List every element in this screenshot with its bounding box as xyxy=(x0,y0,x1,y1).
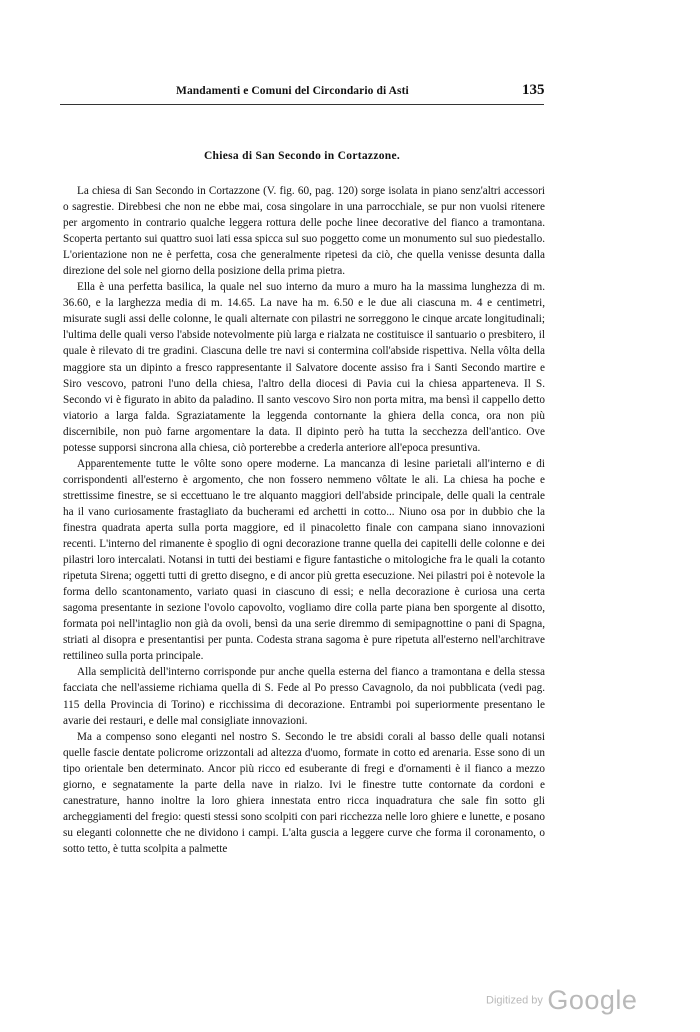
paragraph-5: Ma a compenso sono eleganti nel nostro S. Secondo le tre absidi corali al basso delle quali notansi quelle fascie dentate policrome orizzontali ad altezza d'uomo, formate in cotto ed arenaria. Esse sono di un tipo orientale ben determinato. Ancor più ricco ed esuberante di fregi e d'ornamenti è il fianco a mezzo giorno, e segnatamente la parte della nave in rialzo. Ivi le finestre tutte contornate da cordoni e canestrature, hanno inoltre la loro ghiera innestata entro ricca inquadratura che sale fin sotto gli archeggiamenti del fregio: questi stessi sono scolpiti con pari ricchezza nelle loro ghiere e lunette, e posano su eleganti colonnette che ne dividono i campi. L'alta guscia a leggere curve che forma il coronamento, o sotto tetto, è tutta scolpita a palmette xyxy=(63,730,545,855)
paragraph-3: Apparentemente tutte le vôlte sono opere moderne. La mancanza di lesine parietali all'interno e di corrispondenti all'esterno è argomento, che non fossero nemmeno vôltate le ali. La chiesa ha poche e strettissime finestre, se si eccettuano le tre alquanto maggiori dell'abside principale, delle quali la centrale ha il vano curiosamente frastagliato da bucherami ed archetti in cotto... Niuno osa por in dubbio che la finestra quadrata aperta sulla porta maggiore, ed il pinacoletto finale con campana siano innovazioni recenti. L'interno del rimanente è spoglio di ogni decorazione tranne quella dei capitelli delle colonne e dei pilastri loro intercalati. Notansi in tutti dei bestiami e figure fantastiche o mitologiche fra le quali la cotanto ripetuta Sirena; oggetti tutti di gretto disegno, e di ancor più gretta esecuzione. Nei pilastri poi è notevole la forma dello scantonamento, variato quasi in ciascuno di essi; e nella decorazione è curiosa una certa sagoma presentante in sezione l'ovolo capovolto, vogliamo dire colla parte piana ben sporgente al disotto, formata poi nell'intaglio non già da ovoli, bensì da una serie diremmo di semipagnottine o pani di Spagna, striati al disopra e presentantisi per punta. Codesta strana sagoma è pure ripetuta all'esterno nell'architrave rettilineo sulla porta principale. xyxy=(63,457,545,663)
paragraph-1: La chiesa di San Secondo in Cortazzone (V. fig. 60, pag. 120) sorge isolata in piano senz'altri accessori o sagrestie. Direbbesi che non ne ebbe mai, cosa singolare in una parrocchiale, se pur non vuolsi ritenere per argomento in contrario qualche leggera rottura delle poche linee decorative del fianco a tramontana. Scoperta pertanto sui quattro suoi lati essa spicca sul suo poggetto come un monumento sul suo piedestallo. L'orientazione non ne è perfetta, cosa che generalmente ripetesi da ciò, che quella venisse desunta dalla direzione del sole nel giorno della posizione della prima pietra. xyxy=(63,185,545,278)
page-number: 135 xyxy=(522,82,545,98)
google-logo: Google xyxy=(547,985,638,1015)
watermark-prefix: Digitized by xyxy=(486,994,543,1007)
body-text xyxy=(63,183,545,857)
section-title: Chiesa di San Secondo in Cortazzone. xyxy=(203,150,401,162)
digitized-by-watermark xyxy=(486,985,637,1016)
paragraph-2: Ella è una perfetta basilica, la quale nel suo interno da muro a muro ha la massima lunghezza di m. 36.60, e la larghezza media di m. 14.65. La nave ha m. 6.50 e le due ali ciascuna m. 4 e centimetri, misurate sugli assi delle colonne, le quali alternate con pilastri ne sorreggono le cinque arcate longitudinali; l'ultima delle quali verso l'abside notevolmente più larga e rialzata ne costituisce il santuario o presbitero, il quale è rilevato di tre gradini. Ciascuna delle tre navi si contermina coll'abside rispettiva. Nella vôlta della maggiore sta un dipinto a fresco rappresentante il Salvatore docente assiso fra i Santi Secondo martire e Siro vescovo, patroni l'uno della chiesa, l'altro della diocesi di Pavia cui la chiesa apparteneva. Il S. Secondo vi è figurato in abito da paladino. Il santo vescovo Siro non porta mitra, ma bensì il cappello detto viatorio a larga falda. Sgraziatamente la leggenda contornante la ghiera della conca, ora non più discernibile, non può farne argomentare la data. Il dipinto però ha tutta la secchezza dell'antico. Ove potesse supporsi sincrona alla chiesa, ciò porterebbe a crederla anteriore all'epoca presuntiva. xyxy=(63,281,545,454)
paragraph-4: Alla semplicità dell'interno corrisponde pur anche quella esterna del fianco a tramontana e della stessa facciata che nell'assieme richiama quella di S. Fede al Po presso Cavagnolo, da noi pubblicata (vedi pag. 115 della Provincia di Torino) e ricchissima di decorazione. Entrambi poi superiormente presentano le avarie dei restauri, e delle mal consigliate innovazioni. xyxy=(63,666,545,727)
running-title: Mandamenti e Comuni del Circondario di Asti xyxy=(176,85,409,97)
header-rule xyxy=(60,104,544,105)
